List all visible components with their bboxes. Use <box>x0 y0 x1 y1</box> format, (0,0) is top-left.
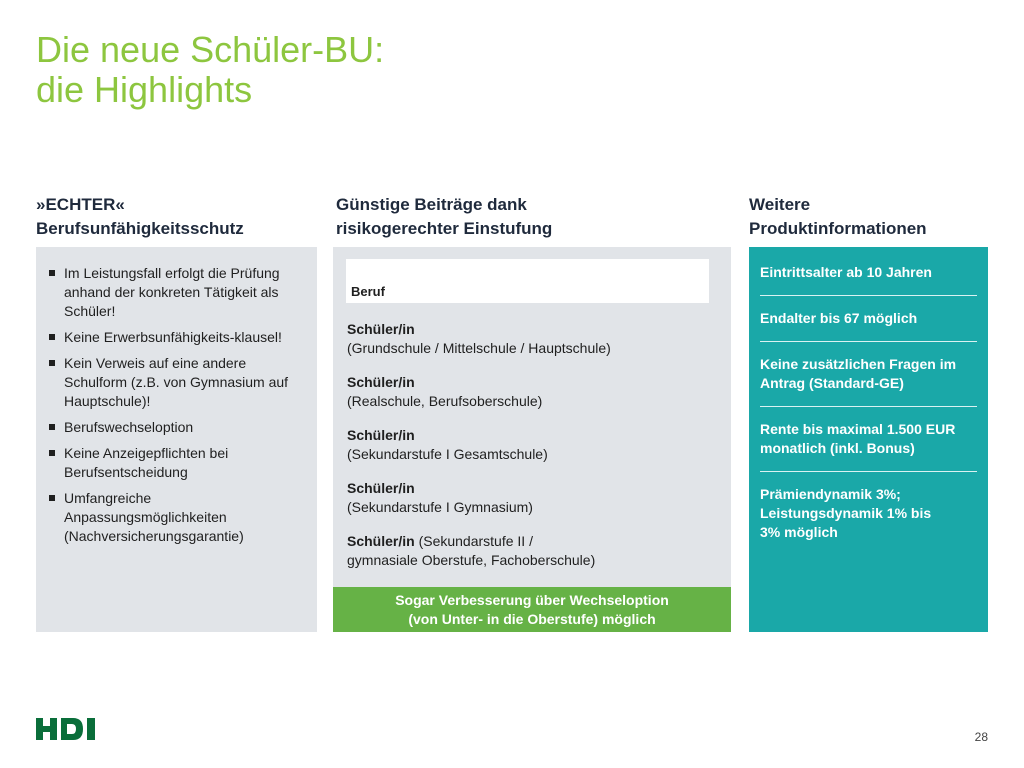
info-divider <box>760 406 977 407</box>
info-divider <box>760 471 977 472</box>
hdi-logo <box>36 715 100 742</box>
column-heading-protection <box>36 193 244 241</box>
page-number: 28 <box>974 730 988 744</box>
slide-title-line1: Die neue Schüler-BU: <box>36 29 385 70</box>
column-heading-contributions <box>336 193 552 241</box>
info-item: Endalter bis 67 möglich <box>760 310 918 326</box>
info-divider <box>760 341 977 342</box>
beruf-header-box <box>346 259 709 303</box>
protection-panel <box>36 247 317 632</box>
bullet-text: Keine Anzeigepflichten bei Berufsentscheidung <box>64 445 229 480</box>
heading-line: risikogerechter Einstufung <box>336 219 553 238</box>
slide-title <box>36 30 384 110</box>
school-item <box>347 532 727 570</box>
school-detail: (Realschule, Berufsoberschule) <box>347 393 543 409</box>
school-role: Schüler/in <box>347 321 415 337</box>
school-role: Schüler/in <box>347 374 415 390</box>
bullet-square-icon <box>49 270 55 276</box>
column-heading-product-info <box>749 193 927 241</box>
school-detail: gymnasiale Oberstufe, Fachoberschule) <box>347 552 596 568</box>
school-role: Schüler/in <box>347 480 415 496</box>
bullet-text: Umfangreiche Anpassungsmöglichkeiten (Nachversicherungsgarantie) <box>64 490 244 544</box>
school-detail: (Sekundarstufe I Gesamtschule) <box>347 446 548 462</box>
bullet-text: Keine Erwerbsunfähigkeits-klausel! <box>64 329 282 345</box>
school-item <box>347 479 727 517</box>
info-list <box>749 247 988 542</box>
bullet-square-icon <box>49 450 55 456</box>
heading-line: »ECHTER« <box>36 195 125 214</box>
school-detail: (Sekundarstufe I Gymnasium) <box>347 499 533 515</box>
info-divider <box>760 295 977 296</box>
school-detail-inline: (Sekundarstufe II / <box>414 533 533 549</box>
school-list <box>347 320 727 585</box>
wechseloption-banner <box>333 587 731 632</box>
product-info-panel <box>749 247 988 632</box>
bullet-square-icon <box>49 424 55 430</box>
school-role: Schüler/in <box>347 427 415 443</box>
contributions-panel <box>333 247 731 587</box>
banner-line: Sogar Verbesserung über Wechseloption <box>395 592 669 608</box>
bullet-item <box>64 418 301 437</box>
school-item <box>347 373 727 411</box>
info-item: Prämiendynamik 3%; Leistungsdynamik 1% bis 3% möglich <box>760 486 932 540</box>
bullet-square-icon <box>49 334 55 340</box>
heading-line: Produktinformationen <box>749 219 927 238</box>
heading-line: Berufsunfähigkeitsschutz <box>36 219 244 238</box>
bullet-text: Kein Verweis auf eine andere Schulform (z.B. von Gymnasium auf Hauptschule)! <box>64 355 289 409</box>
slide-title-line2: die Highlights <box>36 69 253 110</box>
bullet-list <box>36 247 317 546</box>
info-item: Rente bis maximal 1.500 EUR monatlich (inkl. Bonus) <box>760 421 956 456</box>
school-item <box>347 426 727 464</box>
banner-line: (von Unter- in die Oberstufe) möglich <box>408 611 656 627</box>
info-item: Eintrittsalter ab 10 Jahren <box>760 264 932 280</box>
bullet-item <box>64 489 301 546</box>
bullet-square-icon <box>49 495 55 501</box>
bullet-square-icon <box>49 360 55 366</box>
info-item: Keine zusätzlichen Fragen im Antrag (Standard-GE) <box>760 356 957 391</box>
school-item <box>347 320 727 358</box>
bullet-item <box>64 444 301 482</box>
beruf-label: Beruf <box>351 284 385 299</box>
bullet-text: Berufswechseloption <box>64 419 194 435</box>
bullet-item <box>64 354 301 411</box>
bullet-item <box>64 328 301 347</box>
bullet-item <box>64 264 301 321</box>
school-detail: (Grundschule / Mittelschule / Hauptschule) <box>347 340 611 356</box>
bullet-text: Im Leistungsfall erfolgt die Prüfung anhand der konkreten Tätigkeit als Schüler! <box>64 265 280 319</box>
heading-line: Günstige Beiträge dank <box>336 195 527 214</box>
heading-line: Weitere <box>749 195 811 214</box>
school-role: Schüler/in <box>347 533 415 549</box>
